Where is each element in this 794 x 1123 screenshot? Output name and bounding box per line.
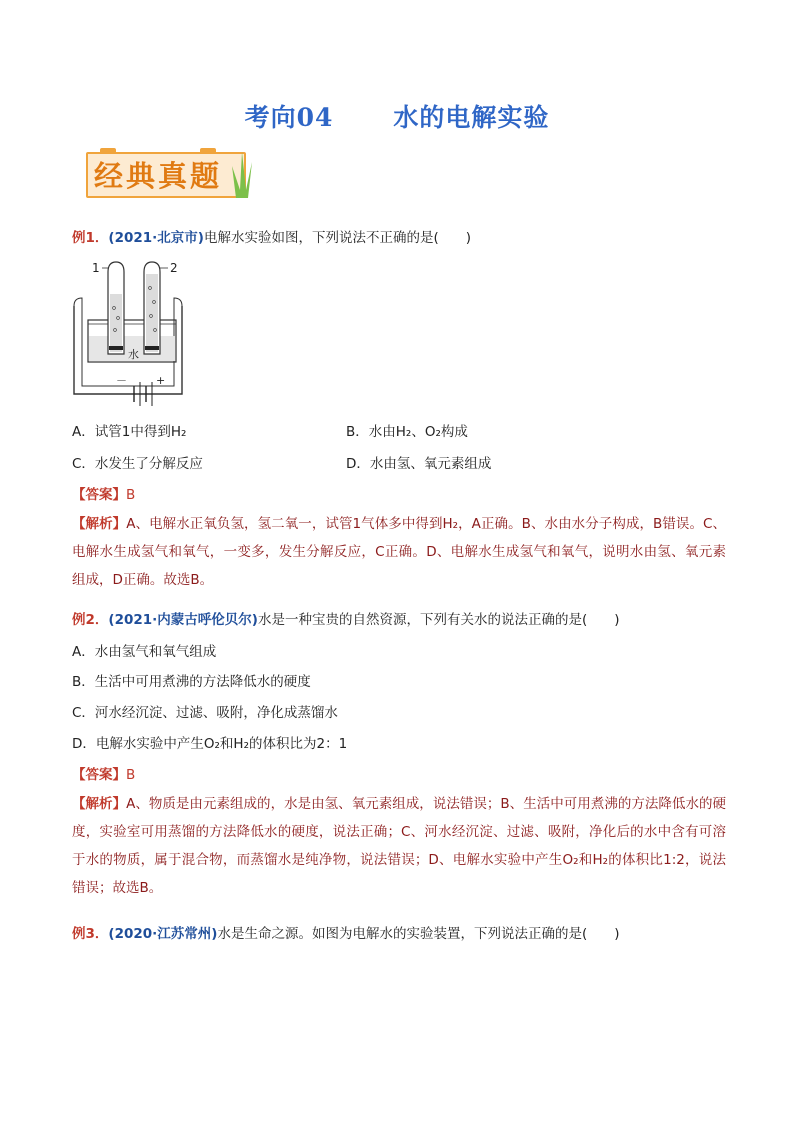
plus-label: +	[156, 374, 166, 387]
ex1-label: 例1．	[72, 230, 109, 246]
page-title	[0, 98, 794, 134]
ex2-option-c: C．河水经沉淀、过滤、吸附，净化成蒸馏水	[72, 705, 338, 721]
ex2-analysis-text: A、物质是由元素组成的，水是由氢、氧元素组成，说法错误；B、生活中可用煮沸的方法降低水的硬度，实验室可用蒸馏的方法降低水的硬度，说法正确；C、河水经沉淀、过滤、吸附，净化后的水中含有可溶于水的物质，属于混合物，而蒸馏水是纯净物，说法错误；D、电解水实验中产生O₂和H₂的体积比1:2，说法错误；故选B。	[72, 796, 727, 896]
ex1-answer	[72, 485, 135, 505]
title-part2: 水的电解实验	[393, 103, 550, 132]
ex1-option-d: D．水由氢、氧元素组成	[346, 456, 492, 472]
ex2-question-text: 水是一种宝贵的自然资源，下列有关水的说法正确的是( )	[257, 612, 620, 628]
ex2-source: (2021·内蒙古呼伦贝尔)	[108, 612, 258, 628]
ex3-label: 例3．	[72, 926, 109, 942]
ex1-option-a: A．试管1中得到H₂	[72, 424, 187, 440]
ex2-answer-label: 【答案】	[72, 767, 126, 783]
ex2-option-b: B．生活中可用煮沸的方法降低水的硬度	[72, 674, 311, 690]
tube1-label: 1	[92, 261, 100, 275]
water-label: 水	[128, 348, 139, 361]
ex1-answer-value: B	[126, 487, 136, 503]
ex1-answer-label: 【答案】	[72, 487, 126, 503]
ex2-label: 例2．	[72, 612, 109, 628]
section-banner	[80, 146, 250, 200]
ex2-analysis-label: 【解析】	[72, 796, 127, 812]
ex2-option-d: D．电解水实验中产生O₂和H₂的体积比为2：1	[72, 736, 348, 752]
ex2-analysis	[72, 790, 726, 902]
ex3-question	[72, 924, 620, 944]
ex2-question	[72, 610, 620, 630]
ex2-answer-value: B	[126, 767, 136, 783]
ex1-analysis-label: 【解析】	[72, 516, 127, 532]
electrolysis-diagram	[72, 258, 202, 408]
ex3-source: (2020·江苏常州)	[108, 926, 218, 942]
ex1-source: (2021·北京市)	[108, 230, 204, 246]
ex2-answer	[72, 765, 135, 785]
ex2-option-a: A．水由氢气和氧气组成	[72, 644, 217, 660]
grass-icon	[228, 146, 258, 200]
title-part1: 考向04	[244, 103, 334, 132]
ex1-analysis	[72, 510, 726, 594]
banner-text: 经典真题	[94, 159, 223, 193]
ex1-analysis-text: A、电解水正氧负氢，氢二氧一，试管1气体多中得到H₂，A正确。B、水由水分子构成，B错误。C、电解水生成氢气和氧气，一变多，发生分解反应，C正确。D、电解水生成氢气和氧气，说明水由氢、氧元素组成，D正确。故选B。	[72, 516, 727, 588]
minus-label: －	[116, 374, 127, 387]
ex3-question-text: 水是生命之源。如图为电解水的实验装置，下列说法正确的是( )	[217, 926, 620, 942]
tube2-label: 2	[170, 261, 178, 275]
ex1-question	[72, 228, 471, 248]
ex1-option-c: C．水发生了分解反应	[72, 456, 203, 472]
ex1-option-b: B．水由H₂、O₂构成	[346, 424, 468, 440]
ex1-question-text: 电解水实验如图，下列说法不正确的是( )	[203, 230, 471, 246]
